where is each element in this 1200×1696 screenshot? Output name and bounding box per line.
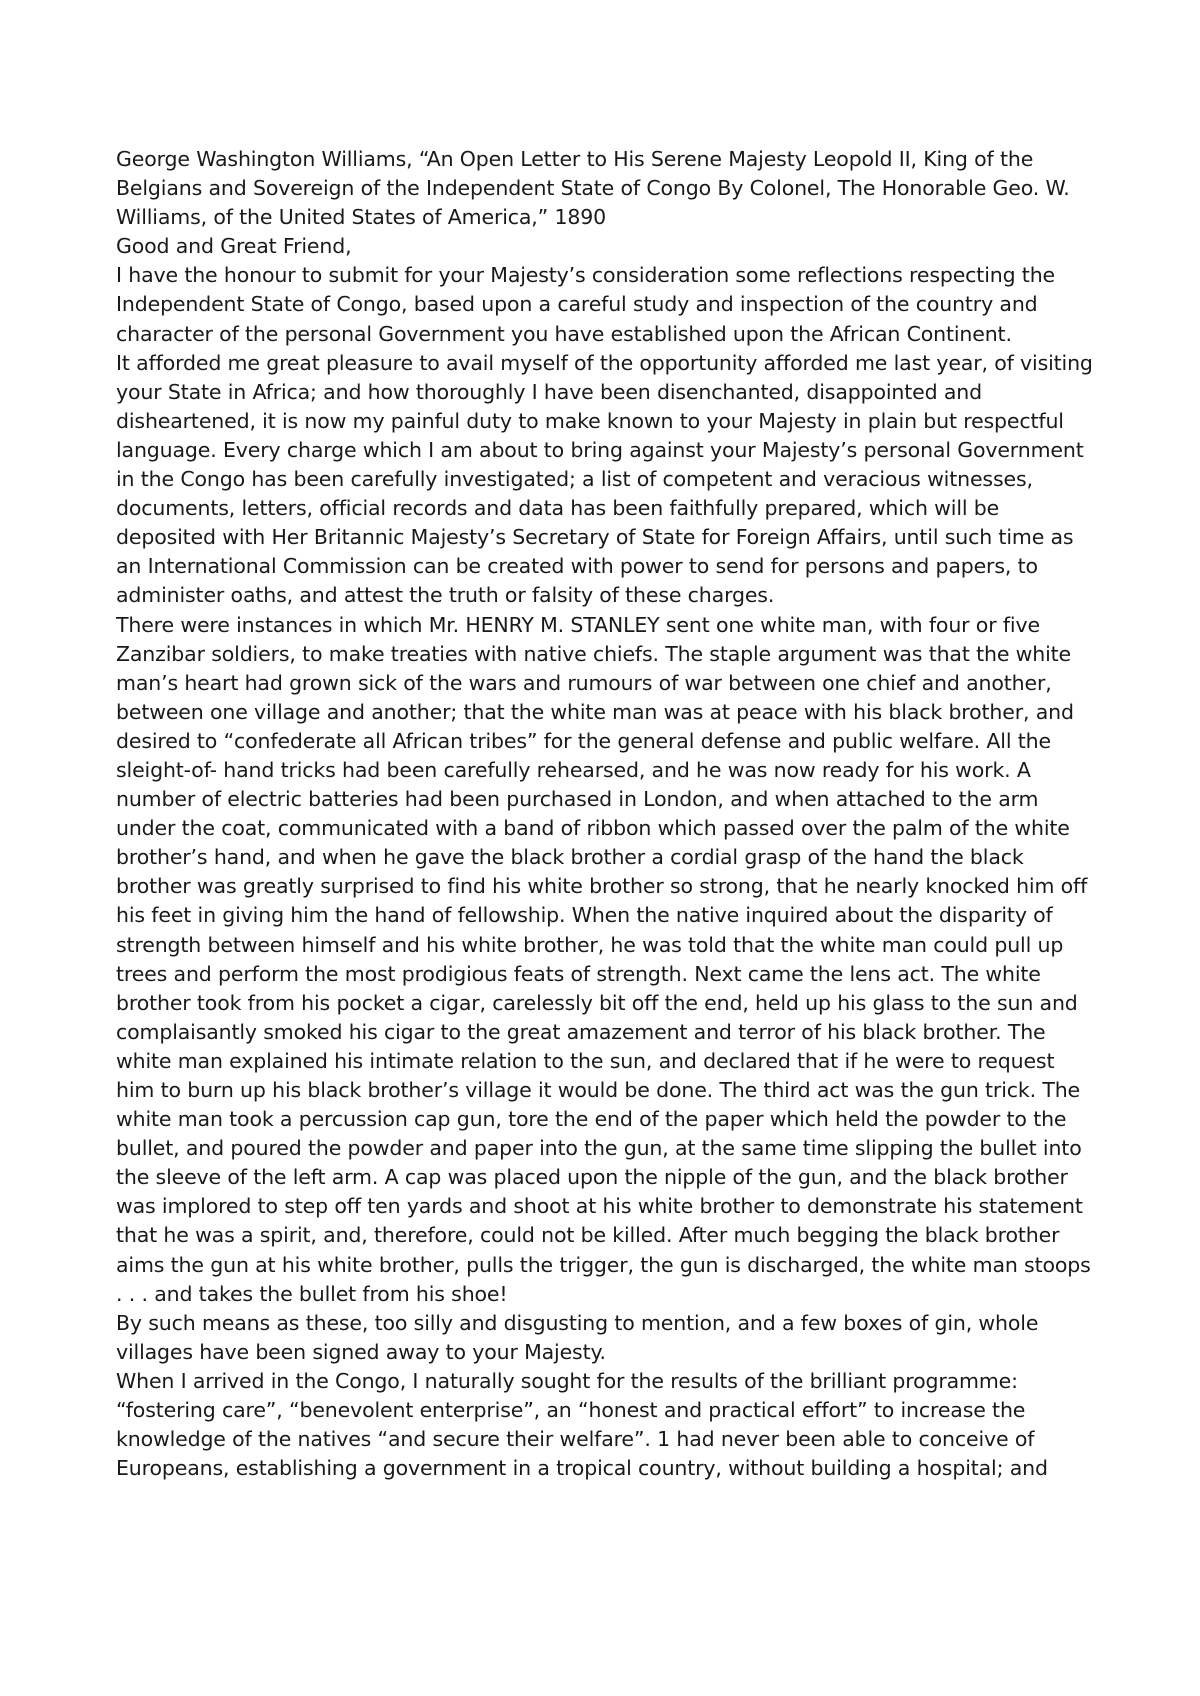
paragraph-3: There were instances in which Mr. HENRY M. STANLEY sent one white man, with four or five Zanzibar soldiers, to make treaties with native chiefs. The staple argument was that the white man’s heart had grown sick of the wars and rumours of war between one chief and another, between one village and another; that the white man was at peace with his black brother, and desired to “confederate all African tribes” for the general defense and public welfare. All the sleight-of- hand tricks had been carefully rehearsed, and he was now ready for his work. A number of electric batteries had been purchased in London, and when attached to the arm under the coat, communicated with a band of ribbon which passed over the palm of the white brother’s hand, and when he gave the black brother a cordial grasp of the hand the black brother was greatly surprised to find his white brother so strong, that he nearly knocked him off his feet in giving him the hand of fellowship. When the native inquired about the disparity of strength between himself and his white brother, he was told that the white man could pull up trees and perform the most prodigious feats of strength. Next came the lens act. The white brother took from his pocket a cigar, carelessly bit off the end, held up his glass to the sun and complaisantly smoked his cigar to the great amazement and terror of his black brother. The white man explained his intimate relation to the sun, and declared that if he were to request him to burn up his black brother’s village it would be done. The third act was the gun trick. The white man took a percussion cap gun, tore the end of the paper which held the powder to the bullet, and poured the powder and paper into the gun, at the same time slipping the bullet into the sleeve of the left arm. A cap was placed upon the nipple of the gun, and the black brother was implored to step off ten yards and shoot at his white brother to demonstrate his statement that he was a spirit, and, therefore, could not be killed. After much begging the black brother aims the gun at his white brother, pulls the trigger, the gun is discharged, the white man stoops . . . and takes the bullet from his shoe! [116,612,1091,1306]
paragraph-1: I have the honour to submit for your Majesty’s consideration some reflections respecting the Independent State of Congo, based upon a careful study and inspection of the country and character of the personal Government you have established upon the African Continent. [116,263,1056,346]
document-heading: George Washington Williams, “An Open Letter to His Serene Majesty Leopold II, King of the Belgians and Sovereign of the Independent State of Congo By Colonel, The Honorable Geo. W. Williams, of the United States of America,” 1890 [116,147,1070,230]
paragraph-4: By such means as these, too silly and disgusting to mention, and a few boxes of gin, whole villages have been signed away to your Majesty. [116,1310,1039,1364]
salutation: Good and Great Friend, [116,234,352,259]
document-body [116,145,1096,1483]
paragraph-5: When I arrived in the Congo, I naturally sought for the results of the brilliant programme: “fostering care”, “benevolent enterprise”, an “honest and practical effort” to increase the knowledge of the natives “and secure their welfare”. 1 had never been able to conceive of Europeans, establishing a government in a tropical country, without building a hospital; and [116,1368,1048,1481]
paragraph-2: It afforded me great pleasure to avail myself of the opportunity afforded me last year, of visiting your State in Africa; and how thoroughly I have been disenchanted, disappointed and disheartened, it is now my painful duty to make known to your Majesty in plain but respectful language. Every charge which I am about to bring against your Majesty’s personal Government in the Congo has been carefully investigated; a list of competent and veracious witnesses, documents, letters, official records and data has been faithfully prepared, which will be deposited with Her Britannic Majesty’s Secretary of State for Foreign Affairs, until such time as an International Commission can be created with power to send for persons and papers, to administer oaths, and attest the truth or falsity of these charges. [116,350,1093,608]
